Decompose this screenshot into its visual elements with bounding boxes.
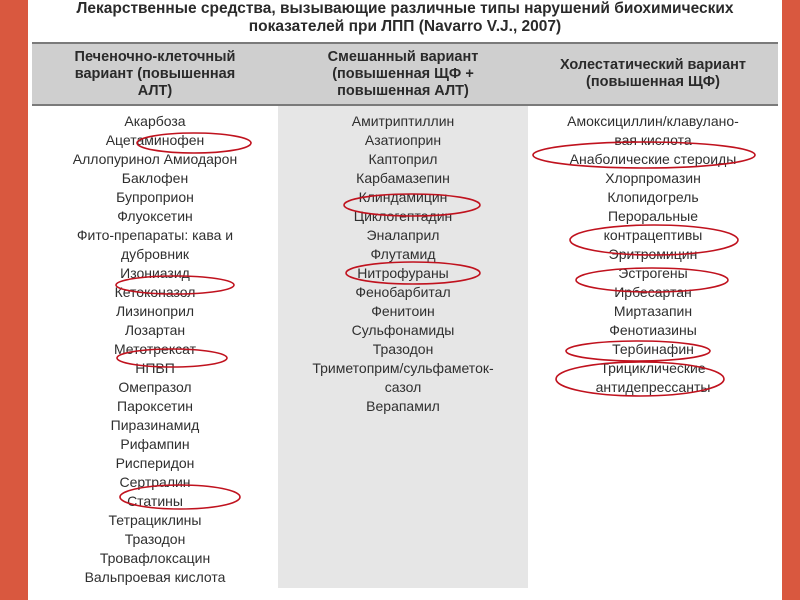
header-cholestatic: Холестатический вариант (повышенная ЩФ)	[559, 57, 747, 90]
list-item: Циклогептадин	[353, 208, 453, 224]
table-header	[32, 42, 778, 106]
list-item: Бупроприон	[116, 189, 194, 205]
list-item: Баклофен	[121, 170, 189, 186]
list-item: Сульфонамиды	[351, 322, 455, 338]
list-item: Амоксициллин/клавулано- вая кислота	[567, 113, 739, 148]
list-item: НПВП	[135, 360, 175, 376]
list-item: Анаболические стероиды	[569, 151, 737, 167]
list-item: Тровафлоксацин	[99, 550, 211, 566]
list-item: Пероральные контрацептивы	[603, 208, 703, 243]
list-item: Тетрациклины	[108, 512, 202, 528]
list-item: Рисперидон	[115, 455, 195, 471]
slide	[28, 0, 782, 600]
list-item: Ацетаминофен	[105, 132, 205, 148]
list-item: Сертралин	[119, 474, 191, 490]
list-item: Тразодон	[124, 531, 186, 547]
list-item: Флутамид	[370, 246, 436, 262]
list-item: Карбамазепин	[356, 170, 450, 186]
list-item: Эналаприл	[366, 227, 440, 243]
list-item: Пароксетин	[117, 398, 193, 414]
list-item: Фенитоин	[371, 303, 435, 319]
list-item: Лозартан	[124, 322, 186, 338]
list-item: Миртазапин	[613, 303, 693, 319]
list-item: Рифампин	[120, 436, 190, 452]
list-item: Азатиоприн	[364, 132, 442, 148]
list-item: Трициклические антидепрессанты	[595, 360, 711, 395]
list-item: Амитриптиллин	[351, 113, 455, 129]
header-mixed: Смешанный вариант (повышенная ЩФ + повышенная АЛТ)	[327, 48, 479, 99]
column-mixed	[278, 106, 528, 588]
list-item: Клопидогрель	[607, 189, 699, 205]
list-item: Метотрексат	[113, 341, 197, 357]
list-item: Верапамил	[366, 398, 440, 414]
list-item: Триметоприм/сульфаметок- сазол	[312, 360, 494, 395]
list-item: Аллопуринол Амиодарон	[72, 151, 238, 167]
list-item: Хлорпромазин	[605, 170, 701, 186]
list-item: Акарбоза	[124, 113, 186, 129]
list-item: Нитрофураны	[357, 265, 449, 281]
list-item: Фенобарбитал	[355, 284, 451, 300]
list-item: Лизиноприл	[115, 303, 195, 319]
list-item: Фенотиазины	[609, 322, 697, 338]
list-item: Ирбесартан	[614, 284, 692, 300]
list-item: Клиндамицин	[358, 189, 448, 205]
header-hepatocellular: Печеночно-клеточный вариант (повышенная АЛТ)	[74, 48, 236, 99]
drug-table	[32, 42, 778, 588]
list-item: Изониазид	[120, 265, 190, 281]
list-item: Омепразол	[118, 379, 192, 395]
list-item: Каптоприл	[368, 151, 438, 167]
list-item: Флуоксетин	[117, 208, 193, 224]
column-cholestatic	[528, 106, 778, 588]
list-item: Эритромицин	[608, 246, 698, 262]
list-item: Кетоконазол	[114, 284, 196, 300]
list-item: Эстрогены	[618, 265, 688, 281]
list-item: Тербинафин	[612, 341, 694, 357]
list-item: Вальпроевая кислота	[84, 569, 226, 585]
list-item: Пиразинамид	[110, 417, 200, 433]
list-item: Статины	[127, 493, 183, 509]
list-item: Тразодон	[372, 341, 434, 357]
column-hepatocellular	[32, 106, 278, 588]
list-item: Фито-препараты: кава и дубровник	[76, 227, 234, 262]
slide-title: Лекарственные средства, вызывающие различные типы нарушений биохимических показателей при ЛПП (Navarro V.J., 2007)	[76, 0, 734, 35]
